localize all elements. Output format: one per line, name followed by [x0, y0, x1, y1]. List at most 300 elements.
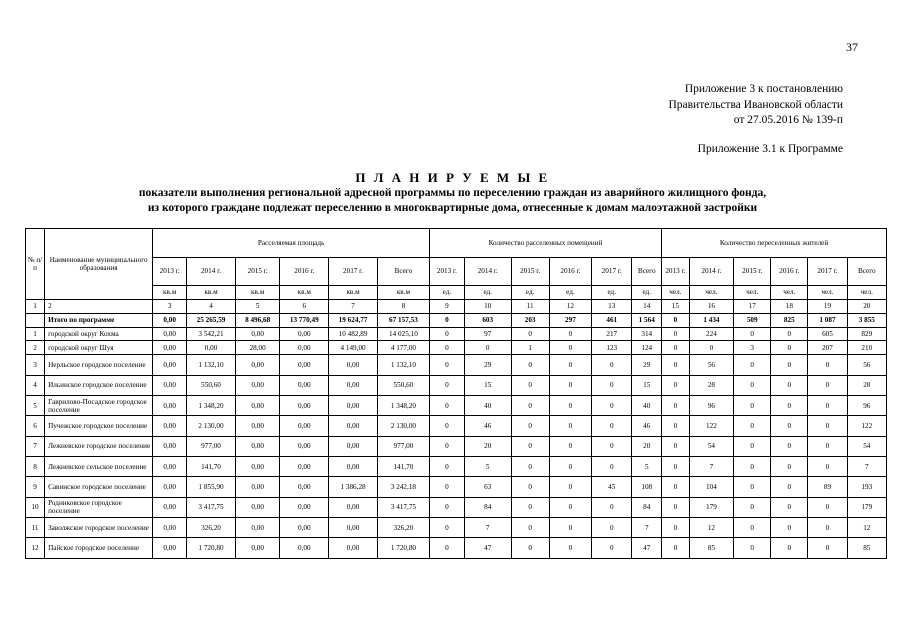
table-cell: 0,00: [235, 497, 280, 517]
header-unit-people: чел.: [847, 285, 886, 299]
indicators-table: [25, 228, 887, 559]
table-cell: 0: [734, 355, 771, 375]
header-year-area: 2017 г.: [329, 257, 378, 285]
table-row: [26, 457, 887, 477]
table-cell: 0,00: [280, 518, 329, 538]
table-cell: 124: [632, 341, 662, 355]
table-row: [26, 477, 887, 497]
table-cell: 11: [511, 299, 549, 313]
total-row: [26, 313, 887, 327]
table-cell: 28,00: [235, 341, 280, 355]
table-cell: 0: [549, 396, 591, 416]
header-unit-rooms: ед.: [549, 285, 591, 299]
header-num: № п/п: [26, 229, 45, 300]
table-cell: 0: [549, 436, 591, 456]
table-cell: 5: [235, 299, 280, 313]
table-cell: 0,00: [235, 457, 280, 477]
table-cell: 1 132,10: [377, 355, 429, 375]
table-cell: 0,00: [235, 518, 280, 538]
header-row-units: [26, 285, 887, 299]
table-row: [26, 416, 887, 436]
table-cell: 6: [26, 416, 45, 436]
table-cell: 0: [592, 436, 632, 456]
table-cell: 0,00: [329, 538, 378, 559]
table-cell: 0,00: [235, 396, 280, 416]
table-cell: 97: [464, 327, 511, 341]
table-cell: 0: [429, 477, 464, 497]
table-cell: 0,00: [153, 355, 187, 375]
table-cell: 1 720,80: [187, 538, 236, 559]
table-cell: 8: [26, 457, 45, 477]
column-number-row: [26, 299, 887, 313]
table-cell: 2: [26, 341, 45, 355]
table-cell: 0: [549, 327, 591, 341]
table-cell: 0,00: [153, 327, 187, 341]
table-cell: 9: [429, 299, 464, 313]
table-cell: 509: [734, 313, 771, 327]
table-cell: 3: [734, 341, 771, 355]
table-cell: 0: [771, 477, 808, 497]
table-cell: 96: [847, 396, 886, 416]
table-cell: 0: [771, 436, 808, 456]
table-cell: 0: [549, 355, 591, 375]
header-unit-area: кв.м: [280, 285, 329, 299]
table-cell: 8: [377, 299, 429, 313]
table-cell: 0,00: [235, 538, 280, 559]
table-cell: 0: [549, 538, 591, 559]
table-cell: 11: [26, 518, 45, 538]
table-cell: 3 417,75: [377, 497, 429, 517]
table-cell: 12: [847, 518, 886, 538]
table-cell: 825: [771, 313, 808, 327]
municipality-cell: 2: [45, 299, 153, 313]
header-year-rooms: 2017 г.: [592, 257, 632, 285]
table-cell: 1 855,90: [187, 477, 236, 497]
table-cell: 0,00: [153, 497, 187, 517]
table-cell: 0: [429, 518, 464, 538]
table-cell: 0: [808, 375, 847, 395]
table-cell: 28: [847, 375, 886, 395]
header-group-area: Расселяемая площадь: [153, 229, 430, 258]
table-cell: 47: [632, 538, 662, 559]
table-cell: 0,00: [329, 396, 378, 416]
table-cell: 193: [847, 477, 886, 497]
table-cell: 8 496,68: [235, 313, 280, 327]
table-cell: 0: [592, 538, 632, 559]
header-unit-area: кв.м: [235, 285, 280, 299]
table-cell: 0,00: [280, 327, 329, 341]
table-cell: 1 132,10: [187, 355, 236, 375]
table-cell: 46: [464, 416, 511, 436]
table-cell: 56: [847, 355, 886, 375]
table-cell: 12: [549, 299, 591, 313]
municipality-cell: Лежневское городское поселение: [45, 436, 153, 456]
table-row: [26, 497, 887, 517]
table-cell: 0,00: [153, 457, 187, 477]
table-cell: 0: [734, 538, 771, 559]
table-cell: 7: [847, 457, 886, 477]
table-cell: 0: [771, 457, 808, 477]
header-unit-rooms: ед.: [464, 285, 511, 299]
table-cell: 0: [592, 518, 632, 538]
table-cell: 67 157,53: [377, 313, 429, 327]
table-cell: 10 482,89: [329, 327, 378, 341]
table-cell: 0,00: [329, 416, 378, 436]
table-cell: 108: [632, 477, 662, 497]
table-cell: 4: [26, 375, 45, 395]
table-cell: 0: [662, 327, 690, 341]
table-cell: 0: [808, 436, 847, 456]
municipality-cell: Гаврилово-Посадское городское поселение: [45, 396, 153, 416]
table-cell: 203: [511, 313, 549, 327]
table-cell: 0: [429, 396, 464, 416]
table-cell: 15: [662, 299, 690, 313]
table-cell: 13: [592, 299, 632, 313]
table-cell: 0: [429, 327, 464, 341]
table-cell: 0,00: [329, 436, 378, 456]
header-year-rooms: 2016 г.: [549, 257, 591, 285]
table-cell: 179: [847, 497, 886, 517]
table-cell: 12: [26, 538, 45, 559]
header-year-people: 2014 г.: [689, 257, 734, 285]
table-cell: 0: [429, 341, 464, 355]
table-cell: 0,00: [153, 416, 187, 436]
header-group-rooms: Количество расселенных помещений: [429, 229, 661, 258]
table-cell: 0: [662, 518, 690, 538]
table-cell: 47: [464, 538, 511, 559]
table-cell: 20: [847, 299, 886, 313]
header-name: Наименование муниципального образования: [45, 229, 153, 300]
table-cell: 0,00: [153, 538, 187, 559]
page-number: 37: [846, 40, 858, 54]
table-cell: 0: [662, 457, 690, 477]
table-cell: 85: [689, 538, 734, 559]
header-year-area: 2015 г.: [235, 257, 280, 285]
header-year-rooms: Всего: [632, 257, 662, 285]
table-cell: 7: [689, 457, 734, 477]
header-unit-area: кв.м: [187, 285, 236, 299]
municipality-cell: Лежневское сельское поселение: [45, 457, 153, 477]
table-cell: 1 348,20: [187, 396, 236, 416]
table-cell: 0: [662, 538, 690, 559]
table-cell: 0: [808, 416, 847, 436]
table-cell: 1 720,80: [377, 538, 429, 559]
table-cell: 9: [26, 477, 45, 497]
table-cell: 977,00: [377, 436, 429, 456]
table-cell: 0,00: [329, 457, 378, 477]
table-cell: 13 770,49: [280, 313, 329, 327]
table-cell: 2 130,00: [187, 416, 236, 436]
table-cell: 104: [689, 477, 734, 497]
table-cell: 0: [592, 497, 632, 517]
table-cell: 0: [771, 375, 808, 395]
table-cell: 314: [632, 327, 662, 341]
table-cell: 14 025,10: [377, 327, 429, 341]
table-cell: 0: [429, 355, 464, 375]
table-cell: 0: [592, 396, 632, 416]
table-cell: 326,20: [377, 518, 429, 538]
table-cell: 0: [734, 375, 771, 395]
table-cell: 0: [808, 457, 847, 477]
appendix-line-1: Приложение 3 к постановлению: [684, 83, 843, 95]
municipality-cell: Савинское городское поселение: [45, 477, 153, 497]
table-cell: 0,00: [280, 341, 329, 355]
header-group-people: Количество переселенных жителей: [662, 229, 887, 258]
table-cell: 5: [26, 396, 45, 416]
table-cell: 0,00: [329, 497, 378, 517]
table-cell: 40: [464, 396, 511, 416]
municipality-cell: Родниковское городское поселение: [45, 497, 153, 517]
table-cell: 0: [771, 416, 808, 436]
table-cell: 0: [771, 497, 808, 517]
table-cell: 19: [808, 299, 847, 313]
table-cell: 6: [280, 299, 329, 313]
table-cell: 0: [549, 497, 591, 517]
table-cell: 84: [632, 497, 662, 517]
table-cell: 5: [464, 457, 511, 477]
table-cell: 0,00: [329, 375, 378, 395]
table-cell: 122: [847, 416, 886, 436]
table-row: [26, 355, 887, 375]
table-cell: 63: [464, 477, 511, 497]
table-cell: 14: [632, 299, 662, 313]
table-cell: 0,00: [153, 396, 187, 416]
title-line-1: П Л А Н И Р У Е М Ы Е: [355, 170, 550, 185]
table-cell: 15: [464, 375, 511, 395]
table-cell: 0: [734, 416, 771, 436]
table-cell: 297: [549, 313, 591, 327]
header-unit-rooms: ед.: [592, 285, 632, 299]
table-cell: 0: [771, 327, 808, 341]
table-cell: 0: [771, 396, 808, 416]
table-cell: 7: [464, 518, 511, 538]
table-cell: 0: [429, 375, 464, 395]
table-cell: 0: [808, 538, 847, 559]
table-cell: 19 624,77: [329, 313, 378, 327]
header-unit-people: чел.: [689, 285, 734, 299]
table-cell: 0,00: [280, 538, 329, 559]
table-cell: 0: [662, 497, 690, 517]
table-cell: 25 265,59: [187, 313, 236, 327]
table-cell: 1 434: [689, 313, 734, 327]
table-cell: 0,00: [280, 396, 329, 416]
table-cell: 40: [632, 396, 662, 416]
table-cell: 0: [734, 497, 771, 517]
table-cell: 84: [464, 497, 511, 517]
table-cell: 0: [771, 518, 808, 538]
header-year-rooms: 2015 г.: [511, 257, 549, 285]
header-unit-people: чел.: [734, 285, 771, 299]
table-row: [26, 518, 887, 538]
table-cell: 1: [511, 341, 549, 355]
table-cell: 141,70: [377, 457, 429, 477]
table-cell: 0: [511, 416, 549, 436]
document-title: [0, 170, 905, 216]
table-cell: 0,00: [235, 327, 280, 341]
table-cell: 3: [153, 299, 187, 313]
table-cell: 0: [511, 355, 549, 375]
table-cell: 0: [662, 396, 690, 416]
table-cell: 0,00: [280, 416, 329, 436]
table-cell: 7: [329, 299, 378, 313]
table-cell: 46: [632, 416, 662, 436]
table-cell: 0,00: [235, 436, 280, 456]
municipality-cell: Пайское городское поселение: [45, 538, 153, 559]
table-cell: 0: [511, 396, 549, 416]
table-cell: 0: [808, 396, 847, 416]
table-cell: 0,00: [329, 518, 378, 538]
table-cell: 28: [689, 375, 734, 395]
table-cell: 0,00: [280, 375, 329, 395]
table-cell: 4 149,00: [329, 341, 378, 355]
title-line-3: из которого граждане подлежат переселению в многоквартирные дома, отнесенные к домам малоэтажной застройки: [147, 202, 758, 214]
header-year-rooms: 2013 г.: [429, 257, 464, 285]
table-cell: 0: [662, 341, 690, 355]
appendix-line-2: Правительства Ивановской области: [668, 98, 843, 111]
table-cell: 603: [464, 313, 511, 327]
table-cell: 0,00: [280, 497, 329, 517]
table-cell: 7: [26, 436, 45, 456]
table-cell: 0,00: [153, 313, 187, 327]
table-cell: 0,00: [153, 477, 187, 497]
municipality-cell: Пучежское городское поселение: [45, 416, 153, 436]
table-cell: 12: [689, 518, 734, 538]
header-year-people: Всего: [847, 257, 886, 285]
table-cell: 461: [592, 313, 632, 327]
table-cell: 0,00: [187, 341, 236, 355]
municipality-cell: Нерльское городское поселение: [45, 355, 153, 375]
municipality-cell: Ильинское городское поселение: [45, 375, 153, 395]
table-cell: 0: [734, 518, 771, 538]
table-cell: 0: [808, 497, 847, 517]
table-cell: 0: [429, 497, 464, 517]
table-cell: 0: [808, 355, 847, 375]
table-cell: 0: [662, 355, 690, 375]
table-cell: 0: [429, 436, 464, 456]
table-cell: 10: [26, 497, 45, 517]
appendix-line-3: от 27.05.2016 № 139-п: [733, 114, 843, 126]
header-unit-rooms: ед.: [511, 285, 549, 299]
table-cell: 20: [632, 436, 662, 456]
table-cell: 10: [464, 299, 511, 313]
header-unit-people: чел.: [771, 285, 808, 299]
header-year-rooms: 2014 г.: [464, 257, 511, 285]
table-cell: 0: [549, 375, 591, 395]
municipality-cell: городской округ Кохма: [45, 327, 153, 341]
title-line-2: показатели выполнения региональной адресной программы по переселению граждан из аварийного жилищного фонда,: [138, 187, 767, 199]
table-row: [26, 436, 887, 456]
table-cell: 0: [429, 538, 464, 559]
table-cell: 0: [549, 341, 591, 355]
header-unit-area: кв.м: [329, 285, 378, 299]
table-cell: 0: [429, 416, 464, 436]
table-cell: 89: [808, 477, 847, 497]
table-cell: 0,00: [235, 375, 280, 395]
header-unit-people: чел.: [808, 285, 847, 299]
table-cell: 3 542,21: [187, 327, 236, 341]
header-year-people: 2013 г.: [662, 257, 690, 285]
table-cell: 54: [847, 436, 886, 456]
table-cell: 0: [549, 477, 591, 497]
table-cell: 0: [511, 327, 549, 341]
table-cell: 550,60: [377, 375, 429, 395]
table-cell: 0: [511, 497, 549, 517]
table-cell: 605: [808, 327, 847, 341]
table-cell: [26, 313, 45, 327]
table-cell: 1 348,20: [377, 396, 429, 416]
table-cell: 1 087: [808, 313, 847, 327]
header-unit-people: чел.: [662, 285, 690, 299]
table-cell: 0,00: [235, 477, 280, 497]
table-cell: 0: [662, 436, 690, 456]
table-cell: 1: [26, 327, 45, 341]
header-row-years: [26, 257, 887, 285]
table-cell: 0: [689, 341, 734, 355]
table-cell: 0: [592, 375, 632, 395]
table-cell: 0: [771, 341, 808, 355]
municipality-cell: Итого по программе: [45, 313, 153, 327]
header-row-groups: [26, 229, 887, 258]
table-cell: 0,00: [280, 477, 329, 497]
table-cell: 179: [689, 497, 734, 517]
table-cell: 5: [632, 457, 662, 477]
table-cell: 16: [689, 299, 734, 313]
table-cell: 207: [808, 341, 847, 355]
table-cell: 56: [689, 355, 734, 375]
table-cell: 829: [847, 327, 886, 341]
table-cell: 122: [689, 416, 734, 436]
table-cell: 0,00: [280, 355, 329, 375]
appendix-header: [668, 82, 843, 129]
table-cell: 96: [689, 396, 734, 416]
header-unit-rooms: ед.: [632, 285, 662, 299]
municipality-cell: Заволжское городское поселение: [45, 518, 153, 538]
header-year-area: 2013 г.: [153, 257, 187, 285]
table-cell: 1: [26, 299, 45, 313]
header-year-people: 2016 г.: [771, 257, 808, 285]
table-cell: 0: [771, 355, 808, 375]
table-row: [26, 375, 887, 395]
table-cell: 0: [592, 355, 632, 375]
table-cell: 0: [511, 375, 549, 395]
table-cell: 550,60: [187, 375, 236, 395]
table-cell: 0: [511, 457, 549, 477]
table-cell: 0: [429, 313, 464, 327]
header-year-area: 2014 г.: [187, 257, 236, 285]
table-cell: 0: [734, 457, 771, 477]
header-year-area: Всего: [377, 257, 429, 285]
table-row: [26, 341, 887, 355]
table-cell: 1 386,28: [329, 477, 378, 497]
table-cell: 18: [771, 299, 808, 313]
table-cell: 29: [632, 355, 662, 375]
header-unit-rooms: ед.: [429, 285, 464, 299]
table-cell: 0: [464, 341, 511, 355]
table-cell: 0,00: [329, 355, 378, 375]
table-row: [26, 327, 887, 341]
table-cell: 3 417,75: [187, 497, 236, 517]
table-cell: 7: [632, 518, 662, 538]
table-cell: 0: [808, 518, 847, 538]
table-cell: 3 855: [847, 313, 886, 327]
header-year-area: 2016 г.: [280, 257, 329, 285]
table-cell: 0,00: [280, 457, 329, 477]
table-cell: 2 130,00: [377, 416, 429, 436]
municipality-cell: городской округ Шуя: [45, 341, 153, 355]
table-cell: 326,20: [187, 518, 236, 538]
table-cell: 0,00: [235, 355, 280, 375]
header-year-people: 2015 г.: [734, 257, 771, 285]
